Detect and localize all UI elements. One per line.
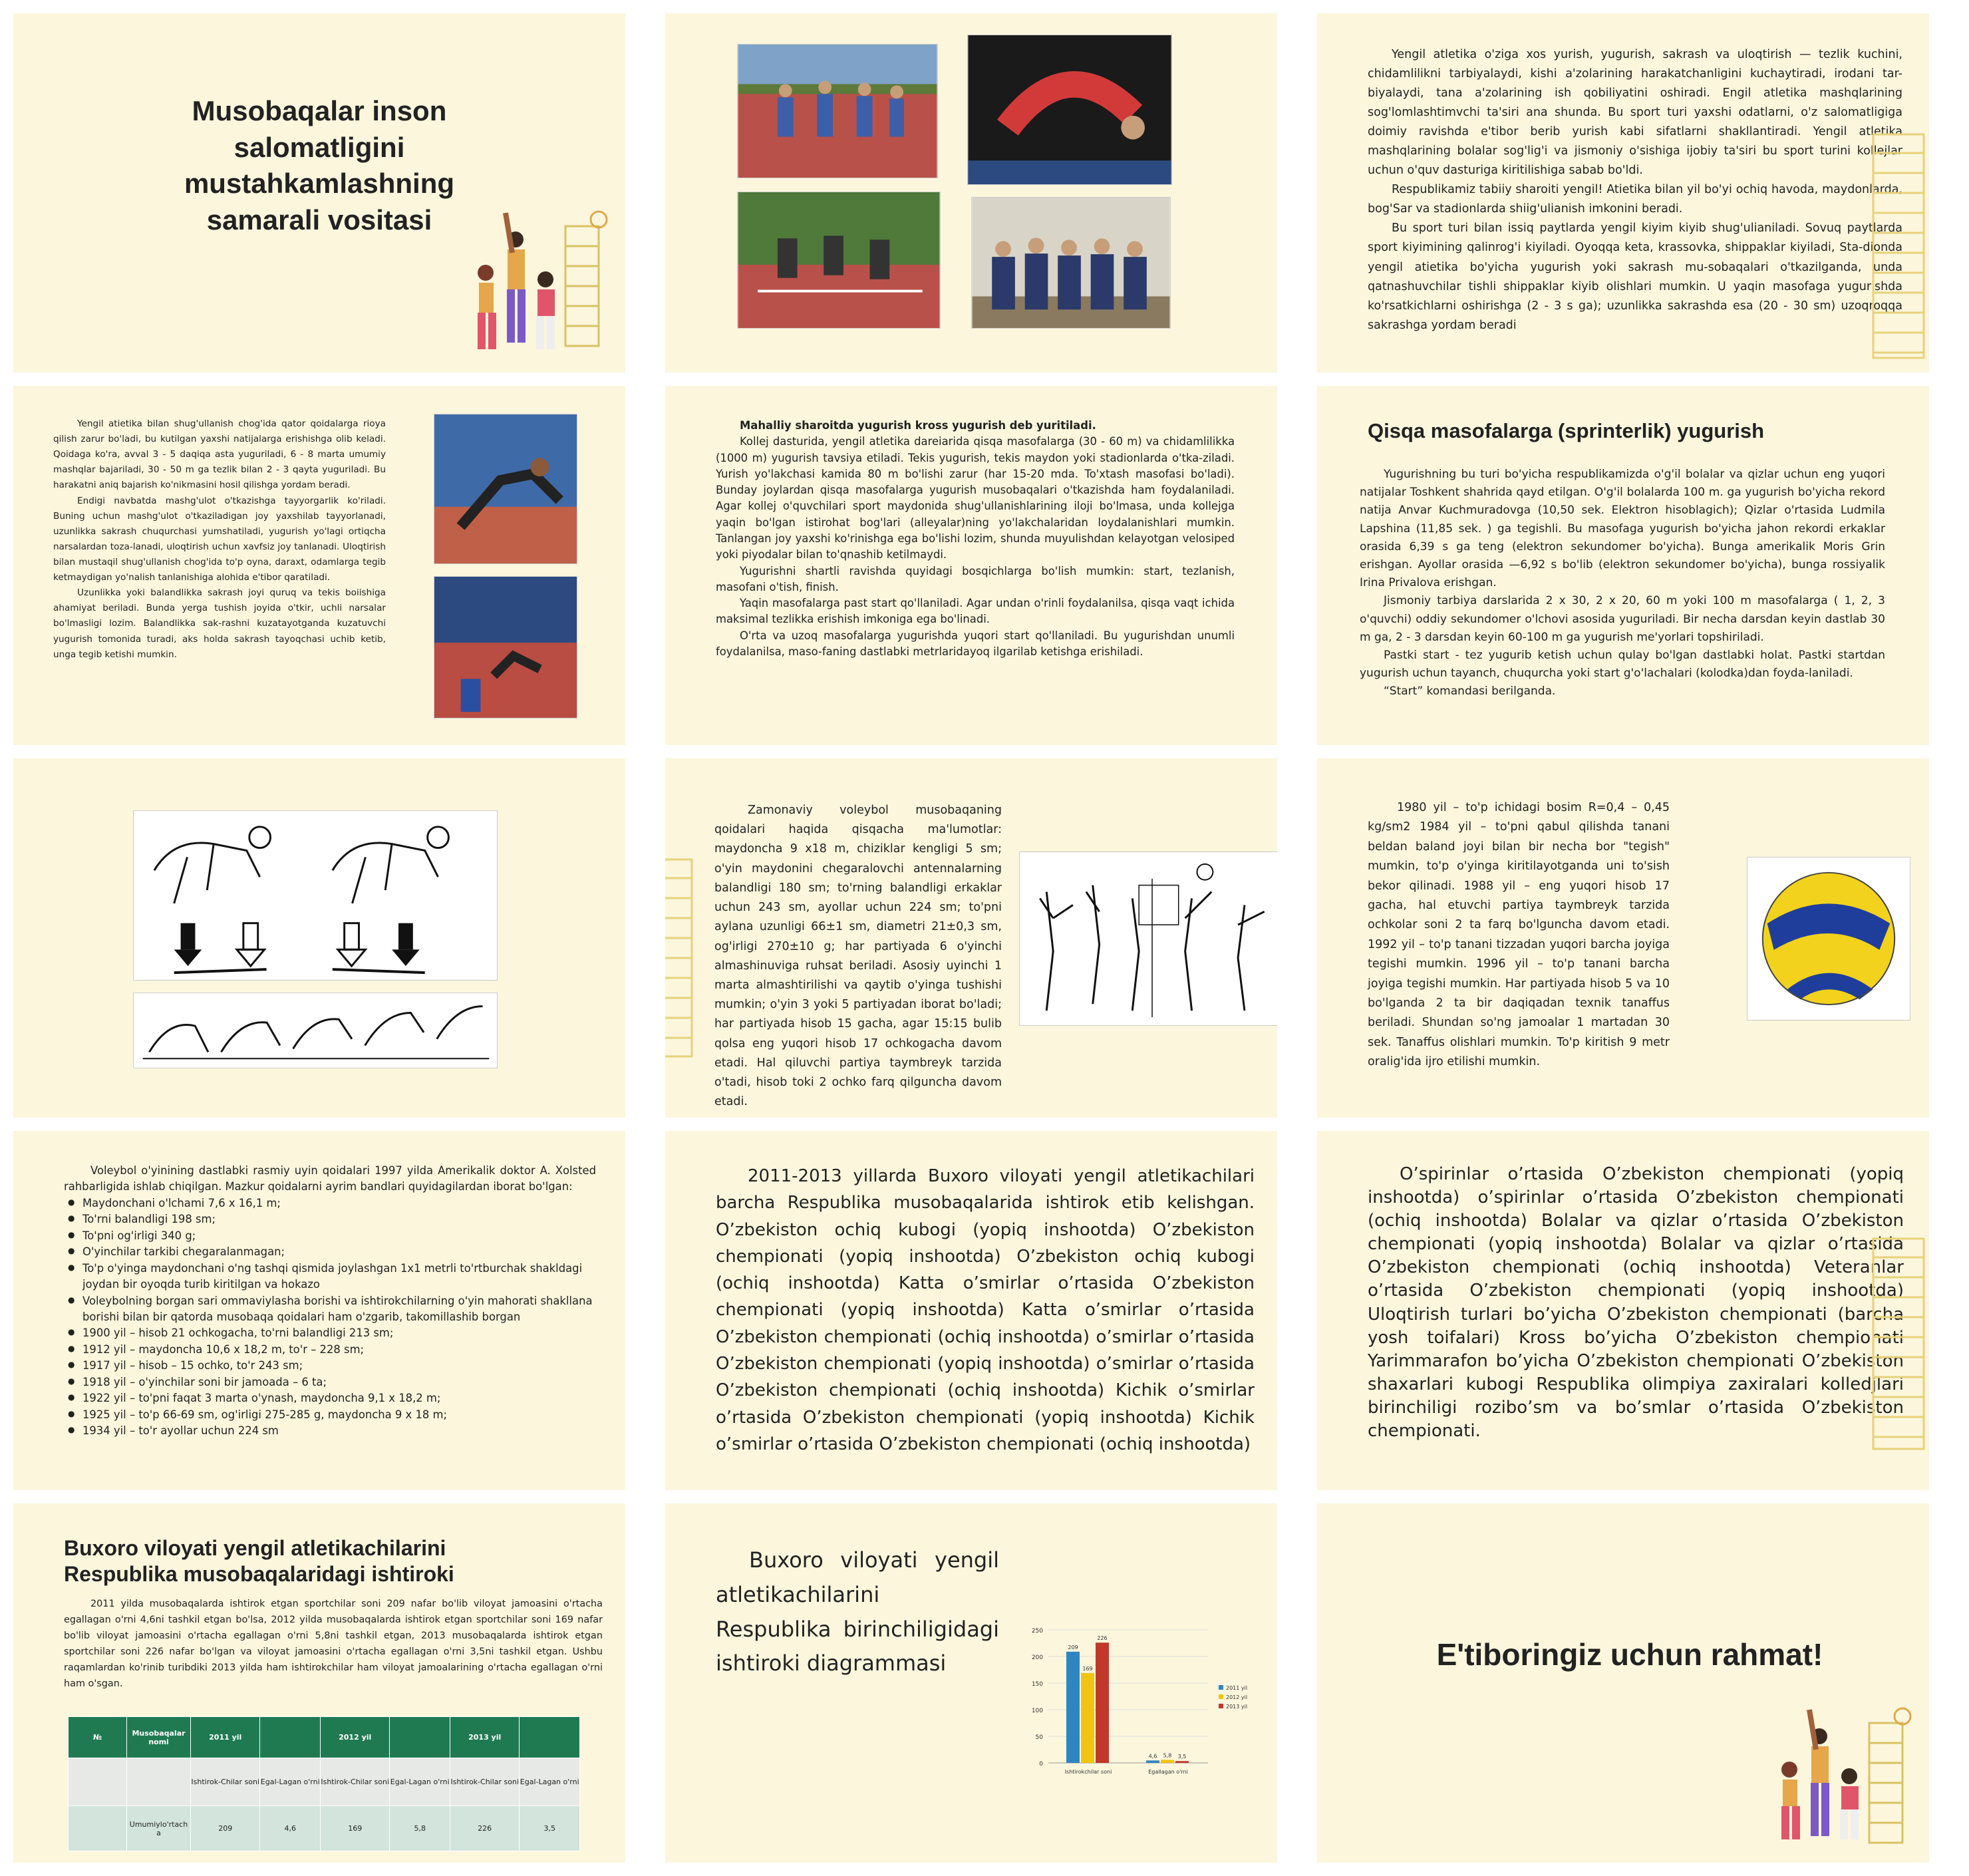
paragraph: Pastki start - tez yugurib ketish uchun qulay bo'lgan dastlabki holat. Pastki startdan yugurish uchun tayanch, chuqurcha yoki start g'o'lachalari (kolodka)dan foyda-laniladi. <box>1360 648 1885 681</box>
x-category-label: Egallagan o'rni <box>1148 1769 1188 1775</box>
table-header-row <box>69 1717 580 1758</box>
paragraph: Yengil atletika o'ziga xos yurish, yugurish, sakrash va uloqtirish — tezlik kuchini, chidamlilikni tarbiyalaydi, kishi a'zolarining harakatchanligini kuchaytiradi, irodani tar-biyalaydi, tana a'zolarining ish qobiliyatini oshiradi. Engil atletika mashqlarining sog'lomlashtimvchi ta'siri ana shunda. Bu sport turi yaxshi odatlarni, o'z salomatligiga doimiy ravishda e'tibor berib yurish kabi sifatlarni shakllantiradi. Yengil atletika mashqlarining bolalar sog'lig'i va jismoniy o'sishiga ijobiy ta'siri bu sport turini kollejlar uchun o'quv dasturiga kiritilishiga sabab bo'ldi. <box>1368 48 1902 178</box>
rule-item: ● 1925 yil – to'p 66-69 sm, og'irligi 275-285 g, maydoncha 9 x 18 m; <box>64 1407 596 1423</box>
intro-paragraph: Voleybol o'yinining dastlabki rasmiy uyin qoidalari 1997 yilda Amerikalik doktor A. Xolsted rahbarligida ishlab chiqilgan. Mazkur qoidalarni ayrim bandlari quyidagilardan iborat bo'lgan: <box>64 1164 596 1193</box>
x-category-label: Ishtirokchilar soni <box>1064 1769 1112 1775</box>
legend-label: 2011 yil <box>1226 1685 1248 1691</box>
table-cell: Ishtirok-Chilar soni <box>320 1758 389 1806</box>
slide-photos[interactable] <box>665 13 1277 373</box>
table-cell <box>69 1806 127 1851</box>
slide-athletics-intro[interactable] <box>1317 13 1929 373</box>
participation-text: 2011 yilda musobaqalarda ishtirok etgan sportchilar soni 209 nafar bo'lib viloyat jamoasini o'rtacha egallagan o'rni 4,6ni tashkil etgan bo'lsa, 2012 yilda musobaqalarda ishtirok etgan sportchilar soni 169 nafar bo'lib viloyat jamoasini o'rtacha egallagan o'rni 5,8ni tashkil etgan, 2013 musobaqalarda ishtirok etgan sportchilar soni 226 nafar bo'lgan va viloyat jamoasini o'rtacha egallagan o'rni 3,5ni tashkil etgan. Ushbu raqamlardan ko'rinib turibdiki 2013 yilda ham ishtirokchilar ham viloyat jamoalarining o'rtacha egallagan o'rni ham o'sgan. <box>64 1599 603 1689</box>
rule-item: ● To'pni og'irligi 340 g; <box>64 1228 596 1244</box>
rule-item: ● 1918 yil – o'yinchilar soni bir jamoada – 6 ta; <box>64 1374 596 1390</box>
paragraph: Endigi navbatda mashg'ulot o'tkazishga tayyorgarlik ko'riladi. Buning uchun mashg'ulot o'tkaziladigan joy yaxshilab tayyorlanadi, uzunlikka sakrash chuqurchasi yumshatiladi, yugurish yo'lagi ortiqcha narsalardan toza-lanadi, uloqtirish uchun xavfsiz joy tanlanadi. Uloqtirish bilan mustaqil shug'ullanish chog'ida to'p oyna, daraxt, odamlarga tegib ketmaydigan yo'nalish tanlanishiga alohida e'tibor qaratiladi. <box>53 495 386 583</box>
sprint-heading: Qisqa masofalarga (sprinterlik) yugurish <box>1368 419 1765 442</box>
legend-label: 2013 yil <box>1226 1704 1248 1710</box>
rule-item: ● 1917 yil – hisob – 15 ochko, to'r 243 sm; <box>64 1358 596 1374</box>
legend-swatch <box>1219 1704 1223 1708</box>
slide-first-rules[interactable] <box>13 1131 625 1490</box>
participation-table <box>68 1716 580 1851</box>
volleyball-ball-photo <box>1747 857 1910 1020</box>
legend-label: 2012 yil <box>1226 1694 1248 1700</box>
ladder-decoration <box>1871 133 1926 359</box>
diagram-caption: Buxoro viloyati yengil atletikachilarini Respublika birinchiligidagi ishtiroki diagrammasi <box>716 1547 999 1676</box>
table-cell: Egal-Lagan o'rni <box>260 1758 321 1806</box>
rule-item: ● To'rni balandligi 198 sm; <box>64 1211 596 1227</box>
history-text: 1980 yil – to'p ichidagi bosim R=0,4 – 0,45 kg/sm2 1984 yil – to'pni qabul qilishda tanani beldan baland joyi bilan bir necha bor "tegish" mumkin, to'p o'yinga kiritilayotganda uni to'sish bekor qilinadi. 1988 yil – eng yuqori hisob 17 gacha, hal etuvchi partiya taymbreyk tarzida ochkolar soni 2 ta farq bo'lguncha davom etadi. 1992 yil – to'p tanani tizzadan yuqori barcha joyiga tegishi mumkin. 1996 yil – to'p tanani barcha joyiga tegishi mumkin. Har partiyada hisob 5 va 10 bo'lganda 2 ta bir daqiqadan texnik tanaffus beriladi. Shundan so'ng jamoalar 1 martadan 30 sek. Tanaffus olishlari mumkin. To'p kiritish 9 metr oralig'ida ijro etilishi mumkin. <box>1368 801 1670 1069</box>
bar <box>1175 1761 1189 1763</box>
participation-heading: Buxoro viloyati yengil atletikachilarini Respublika musobaqalaridagi ishtiroki <box>64 1536 454 1587</box>
participation-bar-chart <box>1018 1617 1271 1783</box>
sprinters-track-photo <box>737 44 938 178</box>
slide-thanks[interactable] <box>1317 1503 1929 1863</box>
y-tick-label: 0 <box>1039 1761 1043 1768</box>
rule-item: ● Voleybolning borgan sari ommaviylasha borishi va ishtirokchilarning o'yin mahorati shakllana borishi bilan bir qatorda musobaqa qoidalari ham o'zgarib, takomillashib borgan <box>64 1293 596 1326</box>
y-tick-label: 150 <box>1031 1681 1043 1688</box>
table-cell: 5,8 <box>390 1806 450 1851</box>
rule-item: ● 1900 yil – hisob 21 ochkogacha, to'rni balandligi 213 sm; <box>64 1325 596 1341</box>
header-cell: № <box>69 1717 127 1758</box>
rule-item: ● To'p o'yinga maydonchani o'ng tashqi qismida joylashgan 1x1 metrli to'rtburchak shakldagi joydan bir oyoqda turib kiritilgan va hokazo <box>64 1261 596 1293</box>
rules-list <box>64 1195 596 1440</box>
slide-volleyball-history[interactable] <box>1317 758 1929 1118</box>
slide-sprint[interactable] <box>1317 386 1929 745</box>
slide-title[interactable] <box>13 13 625 373</box>
header-cell: 2013 yil <box>450 1717 519 1758</box>
table-row <box>69 1806 580 1851</box>
y-tick-label: 200 <box>1031 1654 1043 1661</box>
rule-item: ● O'yinchilar tarkibi chegaralanmagan; <box>64 1244 596 1260</box>
slide-diagram[interactable] <box>665 1503 1277 1863</box>
rule-item: ● Maydonchani o'lchami 7,6 x 16,1 m; <box>64 1195 596 1211</box>
rule-item: ● 1922 yil – to'pni faqat 3 marta o'ynash, maydoncha 9,1 x 18,2 m; <box>64 1390 596 1406</box>
table-cell: Ishtirok-Chilar soni <box>191 1758 260 1806</box>
ladder-decoration <box>665 858 694 1058</box>
table-cell: 209 <box>191 1806 260 1851</box>
data-label: 169 <box>1082 1665 1093 1672</box>
paragraph: Bu sport turi bilan issiq paytlarda yengil kiyim kiyib shug'ulianiladi. Sovuq paytlarda sport kiyimining qalinrog'i kiyiladi. Oyoqqa keta, krassovka, shippaklar kiyiladi, Sta-dionda yengil atietika bo'yicha yugurish yoki sakrash mu-sobaqalari o'tkazilganda, unda qatnashuvchilar tishli shippaklar kiyib olishlari mumkin. U yaqin masofaga yugurishda ko'rsatkichlarni oshirishga (2 - 3 s ga); uzunlikka sakrashda esa (20 - 30 sm) uzoqroqqa sakrashga yordam beradi <box>1368 222 1902 332</box>
slide-title-heading: Musobaqalar inson salomatligini mustahkamlashning samarali vositasi <box>184 95 455 235</box>
data-label: 4,6 <box>1148 1753 1157 1760</box>
table-cell: Egal-Lagan o'rni <box>520 1758 580 1806</box>
rule-item: ● 1912 yil – maydoncha 10,6 x 18,2 m, to'r – 228 sm; <box>64 1342 596 1358</box>
table-cell: 3,5 <box>520 1806 580 1851</box>
slide-participation[interactable] <box>13 1503 625 1863</box>
paragraph: O'rta va uzoq masofalarga yugurishda yuqori start qo'llaniladi. Bu yugurishdan unumli foydalanilsa, maso-faning dastlabki metrlaridayoq ilgarilab ketishga erishiladi. <box>716 629 1235 658</box>
header-cell: Musobaqalar nomi <box>127 1717 191 1758</box>
sprint-text <box>1360 466 1885 701</box>
volleyball-players-drawing <box>1019 852 1277 1026</box>
header-cell: 2011 yil <box>191 1717 260 1758</box>
rules-text <box>53 416 386 663</box>
first-rules-content <box>64 1163 596 1439</box>
bar <box>1066 1652 1080 1763</box>
header-cell: 2012 yil <box>320 1717 389 1758</box>
paragraph: Uzunlikka yoki balandlikka sakrash joyi quruq va tekis boiishiga ahamiyat beriladi. Bunda yerga tushish joyida o'tkir, uchli narsalar bo'lmasligi lozim. Balandlikka sak-rashni kuzatayotganda kuzatuvchi yugurish tomonida turadi, aks holda sakrash tayoqchasi uchib ketib, unga tegib ketishi mumkin. <box>53 587 386 660</box>
slide-start-diagrams[interactable] <box>13 758 625 1118</box>
table-cell <box>69 1758 127 1806</box>
hurdles-race-photo <box>737 192 941 329</box>
competitions-text: O’spirinlar o’rtasida O’zbekiston chempionati (yopiq inshootda) o’spirinlar o’rtasida O’zbekiston chempionati (ochiq inshootda) Bolalar va qizlar o’rtasida O’zbekiston chempionati (yopiq inshootda) Bolalar va qizlar o’rtasida O’zbekiston chempionati (ochiq inshootda) Veteranlar o’rtasida O’zbekiston chempionati (yopiq inshootda) Uloqtirish turlari bo’yicha O’zbekiston chempionati (barcha yosh toifalari) Kross bo’yicha O’zbekiston chempionati Yarimmarafon bo’yicha O’zbekiston chempionati O’zbekiston shaxarlari kubogi Respublika olimpiya zaxiralari kolledjlari birinchiligi rozibo’sm va bo’smlar o’rtasida O’zbekiston chempionati. <box>1368 1164 1904 1442</box>
competitions-text: 2011-2013 yillarda Buxoro viloyati yengil atletikachilari barcha Respublika musobaqalarida ishtirok etib kelishgan. O’zbekiston ochiq kubogi (yopiq inshootda) O’zbekiston chempionati (yopiq inshootda) O’zbekiston ochiq kubogi (ochiq inshootda) Katta o’smirlar o’rtasida O’zbekiston chempionati (yopiq inshootda) Katta o’smirlar o’rtasida O’zbekiston chempionati (ochiq inshootda) o’smirlar o’rtasida O’zbekiston chempionati (yopiq inshootda) o’smirlar o’rtasida O’zbekiston chempionati (ochiq inshootda) Kichik o’smirlar o’rtasida O’zbekiston chempionati (yopiq inshootda) Kichik o’smirlar o’rtasida O’zbekiston chempionati (ochiq inshootda) <box>716 1166 1255 1454</box>
rule-item: ● 1934 yil – to'r ayollar uchun 224 sm <box>64 1423 596 1439</box>
paragraph: Yaqin masofalarga past start qo'llaniladi. Agar undan o'rinli foydalanilsa, qisqa vaqt ichida maksimal tezlikka erishish imkoniga ega bo'linadi. <box>716 597 1235 626</box>
legend-swatch <box>1219 1685 1223 1690</box>
sprint-start-photo <box>434 414 577 564</box>
table-subheader-row <box>69 1758 580 1806</box>
table-cell: Umumiylo'rtach a <box>127 1806 191 1851</box>
intro-text <box>1368 45 1902 335</box>
slide-competitions-1[interactable] <box>665 1131 1277 1490</box>
header-cell <box>520 1717 580 1758</box>
bar <box>1146 1760 1159 1763</box>
bar <box>1081 1673 1094 1763</box>
athletes-illustration <box>466 200 612 359</box>
slide-cross-running[interactable] <box>665 386 1277 745</box>
cross-text <box>716 418 1235 660</box>
table-cell <box>127 1758 191 1806</box>
thanks-heading: E'tiboringiz uchun rahmat! <box>1436 1637 1823 1672</box>
data-label: 5,8 <box>1163 1752 1172 1759</box>
header-cell <box>390 1717 450 1758</box>
y-tick-label: 100 <box>1031 1708 1043 1714</box>
paragraph: Kollej dasturida, yengil atletika dareiarida qisqa masofalarga (30 - 60 m) va chidamlilikka (1000 m) yugurish tavsiya etiladi. Tekis yugurish, tekis maydon yoki stadionlarda o'tka-ziladi. Yurish yo'lakchasi kamida 80 m bo'lishi zarur (har 15-20 mda. To'xtash masofasi bo'ladi). Bunday joylardan qisqa masofalarga yugurish musobaqalari o'tkazishda ham foydalaniladi. Agar kollej o'quvchilari sport maydonida shug'ullanishlarining iloji bo'lmasa, unda kollejga yaqin bo'lgan istirohat bog'lari (alleyalar)ning yo'lakchalaridan loydalanishlari mumkin. Tanlangan joy yaxshi ko'rinishga ega bo'lishi lozim, shunda muyulishdan kelayotgan velosiped yoki piyodalar bilan to'qnashib ketilmaydi. <box>716 435 1235 561</box>
table-cell: 226 <box>450 1806 519 1851</box>
paragraph: Yugurishni shartli ravishda quyidagi bosqichlarga bo'lish mumkin: start, tezlanish, masofani o'tish, finish. <box>716 564 1235 593</box>
paragraph: Respublikamiz tabiiy sharoiti yengil! Atietika bilan yil bo'yi ochiq havoda, maydonlarda, bog'Sar va stadionlarda shiig'ulianish imkonini beradi. <box>1368 183 1902 216</box>
data-label: 209 <box>1068 1644 1078 1650</box>
ladder-decoration <box>1871 1237 1926 1450</box>
paragraph: Yengil atietika bilan shug'ullanish chog'ida qator qoidalarga rioya qilish zarur bo'ladi, bu kutilgan yaxshi natijalarga erishishga olib keladi. Qoidaga ko'ra, avval 3 - 5 daqiqa asta yuguriladi, 6 - 8 marta umumiy mashqlar bajariladi, 30 - 50 m ga tezlik bilan 2 - 3 qayta yuguriladi. Bu harakatni aniq bajarish ko'nikmasini hosil qilishga yordam beradi. <box>53 418 386 491</box>
data-label: 3,5 <box>1177 1754 1187 1760</box>
legend-swatch <box>1219 1694 1223 1699</box>
bar <box>1161 1760 1174 1763</box>
table-cell: Egal-Lagan o'rni <box>390 1758 450 1806</box>
slide-volleyball-rules[interactable] <box>665 758 1277 1118</box>
y-tick-label: 50 <box>1035 1734 1043 1741</box>
slide-competitions-2[interactable] <box>1317 1131 1929 1490</box>
slide-training-rules[interactable] <box>13 386 625 745</box>
paragraph: Yugurishning bu turi bo'yicha respublikamizda o'g'il bolalar va qizlar uchun eng yuqori natijalar Toshkent shahrida qayd etilgan. O'g'il bolalarda 100 m. ga yugurish bo'yicha rekord natija Anvar Kuchmuradovga (10,50 sek. Elektron hisoblagich); Qizlar o'rtasida Ludmila Lapshina (11,85 sek. ) ga tegishli. Bu masofaga yugurish bo'yicha jahon rekordi erkaklar orasida 6,39 s ga teng (elektron sekundomer bo'yicha). Bunga amerikalik Moris Grin erishgan. Ayollar orasida —6,92 s bo'lib (elektron sekundomer bo'yicha), bunga rossiyalik Irina Privalova erishgan. <box>1360 468 1885 590</box>
paragraph: Jismoniy tarbiya darslarida 2 x 30, 2 x 20, 60 m yoki 100 m masofalarga ( 1, 2, 3 o'quvchi) oddiy sekundomer o'lchovi asosida yuguriladi. Bir necha darsdan keyin dastlab 30 m ga, 2 - 3 darsdan keyin 60-100 m ga yugurish me'yorlari topshiriladi. <box>1360 594 1885 644</box>
start-sequence-diagram <box>133 993 498 1068</box>
y-tick-label: 250 <box>1031 1628 1043 1635</box>
athletes-illustration <box>1769 1703 1916 1849</box>
section-heading: Mahalliy sharoitda yugurish kross yugurish deb yuritiladi. <box>740 419 1096 432</box>
header-cell <box>260 1717 321 1758</box>
medalists-group-photo <box>971 197 1171 329</box>
table-cell: 169 <box>320 1806 389 1851</box>
starting-blocks-photo <box>434 576 577 718</box>
table-cell: 4,6 <box>260 1806 321 1851</box>
bar <box>1096 1642 1109 1763</box>
high-jump-photo <box>967 35 1172 185</box>
volleyball-text: Zamonaviy voleybol musobaqaning qoidalari haqida qisqacha ma'lumotlar: maydoncha 9 x18 m, chiziklar kengligi 5 sm; o'yin maydonini chegaralovchi antennalarning balandligi 180 sm; to'rning balandligi erkaklar uchun 243 sm, ayollar uchun 224 sm; to'pni aylana uzunligi 66±1 sm, diametri 21±0,3 sm, og'irligi 270±10 g; har partiyada 6 o'yinchi almashinuviga ruhsat beriladi. Asosiy uyinchi 1 marta almashtirilishi va qaytib o'yinga tushishi mumkin; o'yin 3 yoki 5 partiyadan iborat bo'ladi; har partiyada hisob 15 gacha, agar 15:15 bulib qolsa eng yuqori hisob 17 ochkogacha davom etadi. Hal qiluvchi partiya taymbreyk tarzida o'tadi, hisob toki 2 ochko farq qilguncha davom etadi. <box>714 804 1002 1109</box>
paragraph: “Start” komandasi berilganda. <box>1384 685 1556 699</box>
table-cell: Ishtirok-Chilar soni <box>450 1758 519 1806</box>
low-start-diagram <box>133 810 498 981</box>
data-label: 226 <box>1097 1635 1108 1642</box>
